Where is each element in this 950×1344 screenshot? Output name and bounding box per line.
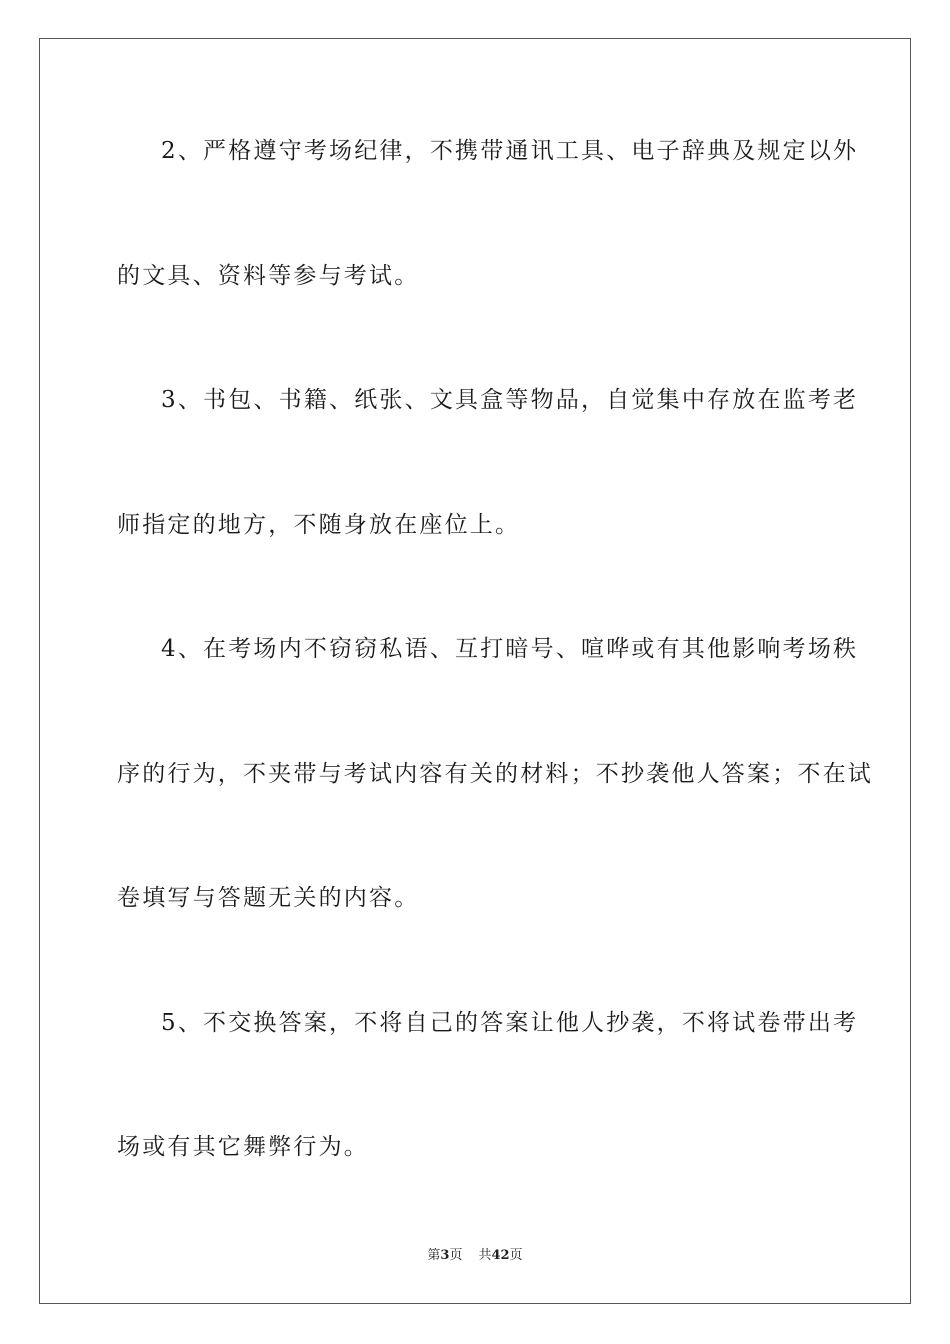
page-footer: [0, 1247, 950, 1265]
paragraph-3-line-1: 3、书包、书籍、纸张、文具盒等物品，自觉集中存放在监考老: [161, 387, 859, 413]
paragraph-2-line-2: 的文具、资料等参与考试。: [117, 263, 420, 289]
total-pages: 42: [491, 1248, 510, 1263]
paragraph-5-line-2: 场或有其它舞弊行为。: [117, 1134, 369, 1160]
page-suffix: 页: [449, 1248, 463, 1263]
page-number: 3: [440, 1248, 450, 1263]
paragraph-4-line-2: 序的行为，不夹带与考试内容有关的材料；不抄袭他人答案；不在试: [117, 761, 873, 787]
paragraph-3-line-2: 师指定的地方，不随身放在座位上。: [117, 512, 521, 538]
paragraph-4-line-1: 4、在考场内不窃窃私语、互打暗号、喧哗或有其他影响考场秩: [161, 636, 859, 662]
paragraph-5-line-1: 5、不交换答案，不将自己的答案让他人抄袭，不将试卷带出考: [161, 1010, 859, 1036]
page-border: [39, 38, 911, 1304]
page-prefix: 第: [427, 1248, 441, 1263]
total-prefix: 共: [478, 1248, 492, 1263]
paragraph-2-line-1: 2、严格遵守考场纪律，不携带通讯工具、电子辞典及规定以外: [161, 138, 859, 164]
paragraph-4-line-3: 卷填写与答题无关的内容。: [117, 885, 420, 911]
total-suffix: 页: [509, 1248, 523, 1263]
